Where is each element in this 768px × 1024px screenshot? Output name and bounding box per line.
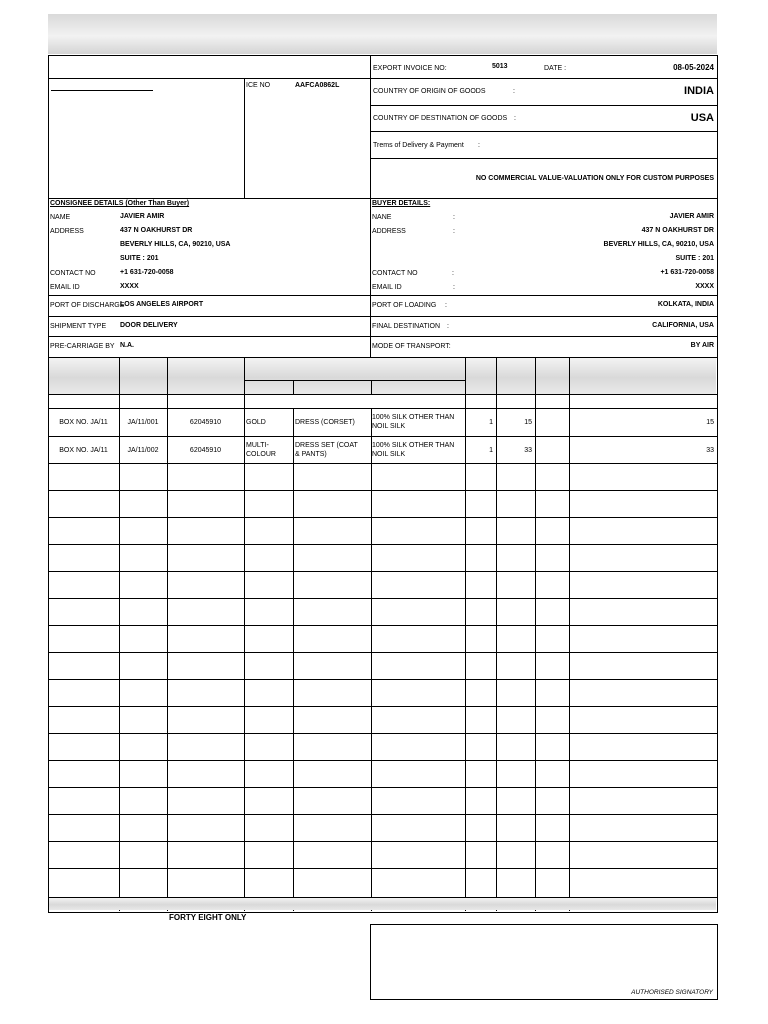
mode-of-transport-value: BY AIR — [690, 342, 714, 349]
final-destination-value: CALIFORNIA, USA — [652, 322, 714, 329]
header-banner — [48, 14, 717, 54]
date-value: 08-05-2024 — [673, 63, 714, 72]
destination-label: COUNTRY OF DESTINATION OF GOODS — [373, 115, 508, 122]
consignee-address-label: ADDRESS — [50, 228, 84, 235]
invoice-frame — [48, 55, 718, 913]
amount-in-words: FORTY EIGHT ONLY — [169, 913, 247, 922]
destination-colon: : — [514, 115, 516, 122]
item-box-number: BOX NO. JA/11 — [59, 419, 108, 426]
item-description: DRESS SET (COAT & PANTS) — [295, 442, 358, 458]
date-label: DATE : — [544, 65, 567, 72]
port-discharge-value: LOS ANGELES AIRPORT — [120, 301, 204, 308]
port-loading-label: PORT OF LOADING — [372, 302, 437, 309]
precarriage-label: PRE-CARRIAGE BY — [50, 343, 115, 350]
buyer-colon: : — [453, 228, 455, 235]
item-hs-code: 62045910 — [189, 447, 222, 454]
item-rate: 15 — [524, 419, 532, 426]
buyer-address-3: SUITE : 201 — [675, 255, 714, 262]
item-material: 100% SILK OTHER THAN NOIL SILK — [372, 442, 455, 458]
export-invoice-label: EXPORT INVOICE NO: — [373, 65, 447, 72]
consignee-name-label: NAME — [50, 214, 71, 221]
precarriage-value: N.A. — [120, 342, 134, 349]
item-box-number: BOX NO. JA/11 — [59, 447, 108, 454]
item-quantity: 1 — [489, 447, 493, 454]
final-destination-label: FINAL DESTINATION — [372, 323, 441, 330]
port-loading-value: KOLKATA, INDIA — [657, 301, 714, 308]
buyer-name: JAVIER AMIR — [669, 213, 714, 220]
buyer-colon: : — [452, 270, 454, 277]
final-destination-colon: : — [447, 323, 449, 330]
consignee-address-2: BEVERLY HILLS, CA, 90210, USA — [120, 241, 231, 248]
origin-label: COUNTRY OF ORIGIN OF GOODS — [373, 88, 486, 95]
consignee-address-3: SUITE : 201 — [120, 255, 159, 262]
item-colour: MULTI-COLOUR — [246, 442, 276, 458]
consignee-name: JAVIER AMIR — [120, 213, 165, 220]
terms-colon: : — [478, 142, 480, 149]
shipment-type-label: SHIPMENT TYPE — [50, 323, 107, 330]
buyer-name-label: NANE — [372, 214, 392, 221]
consignee-email: XXXX — [120, 283, 139, 290]
authorised-signatory-label: AUTHORISED SIGNATORY — [631, 989, 713, 996]
ice-label: ICE NO — [246, 82, 271, 89]
consignee-email-label: EMAIL ID — [50, 284, 80, 291]
terms-label: Trems of Delivery & Payment — [373, 142, 464, 149]
buyer-contact: +1 631-720-0058 — [660, 269, 714, 276]
origin-colon: : — [513, 88, 515, 95]
buyer-title: BUYER DETAILS: — [372, 200, 431, 207]
item-code: JA/11/002 — [127, 447, 159, 454]
items-table-header — [49, 358, 716, 394]
no-commercial-note: NO COMMERCIAL VALUE-VALUATION ONLY FOR CUSTOM PURPOSES — [475, 175, 714, 182]
item-quantity: 1 — [489, 419, 493, 426]
item-colour: GOLD — [246, 419, 266, 426]
buyer-email: XXXX — [695, 283, 714, 290]
buyer-email-label: EMAIL ID — [372, 284, 402, 291]
item-amount: 33 — [706, 447, 714, 454]
item-description: DRESS (CORSET) — [295, 419, 355, 426]
buyer-contact-label: CONTACT NO — [372, 270, 418, 277]
ice-value: AAFCA0862L — [295, 82, 340, 89]
consignee-address-1: 437 N OAKHURST DR — [120, 227, 193, 234]
buyer-address-1: 437 N OAKHURST DR — [641, 227, 714, 234]
items-total-row — [49, 898, 716, 910]
item-hs-code: 62045910 — [189, 419, 222, 426]
destination-value: USA — [690, 112, 714, 124]
buyer-colon: : — [453, 214, 455, 221]
item-amount: 15 — [706, 419, 714, 426]
consignee-title: CONSIGNEE DETAILS (Other Than Buyer) — [50, 200, 190, 207]
export-invoice-number: 5013 — [492, 63, 508, 70]
mode-of-transport-label: MODE OF TRANSPORT: — [372, 343, 451, 350]
consignee-contact: +1 631-720-0058 — [120, 269, 174, 276]
buyer-colon: : — [453, 284, 455, 291]
consignee-contact-label: CONTACT NO — [50, 270, 96, 277]
item-code: JA/11/001 — [127, 419, 159, 426]
port-loading-colon: : — [445, 302, 447, 309]
buyer-address-2: BEVERLY HILLS, CA, 90210, USA — [603, 241, 714, 248]
port-discharge-label: PORT OF DISCHARGE — [50, 302, 125, 309]
origin-value: INDIA — [684, 85, 714, 97]
buyer-address-label: ADDRESS — [372, 228, 406, 235]
item-material: 100% SILK OTHER THAN NOIL SILK — [372, 414, 455, 430]
shipment-type-value: DOOR DELIVERY — [120, 322, 178, 329]
item-rate: 33 — [524, 447, 532, 454]
